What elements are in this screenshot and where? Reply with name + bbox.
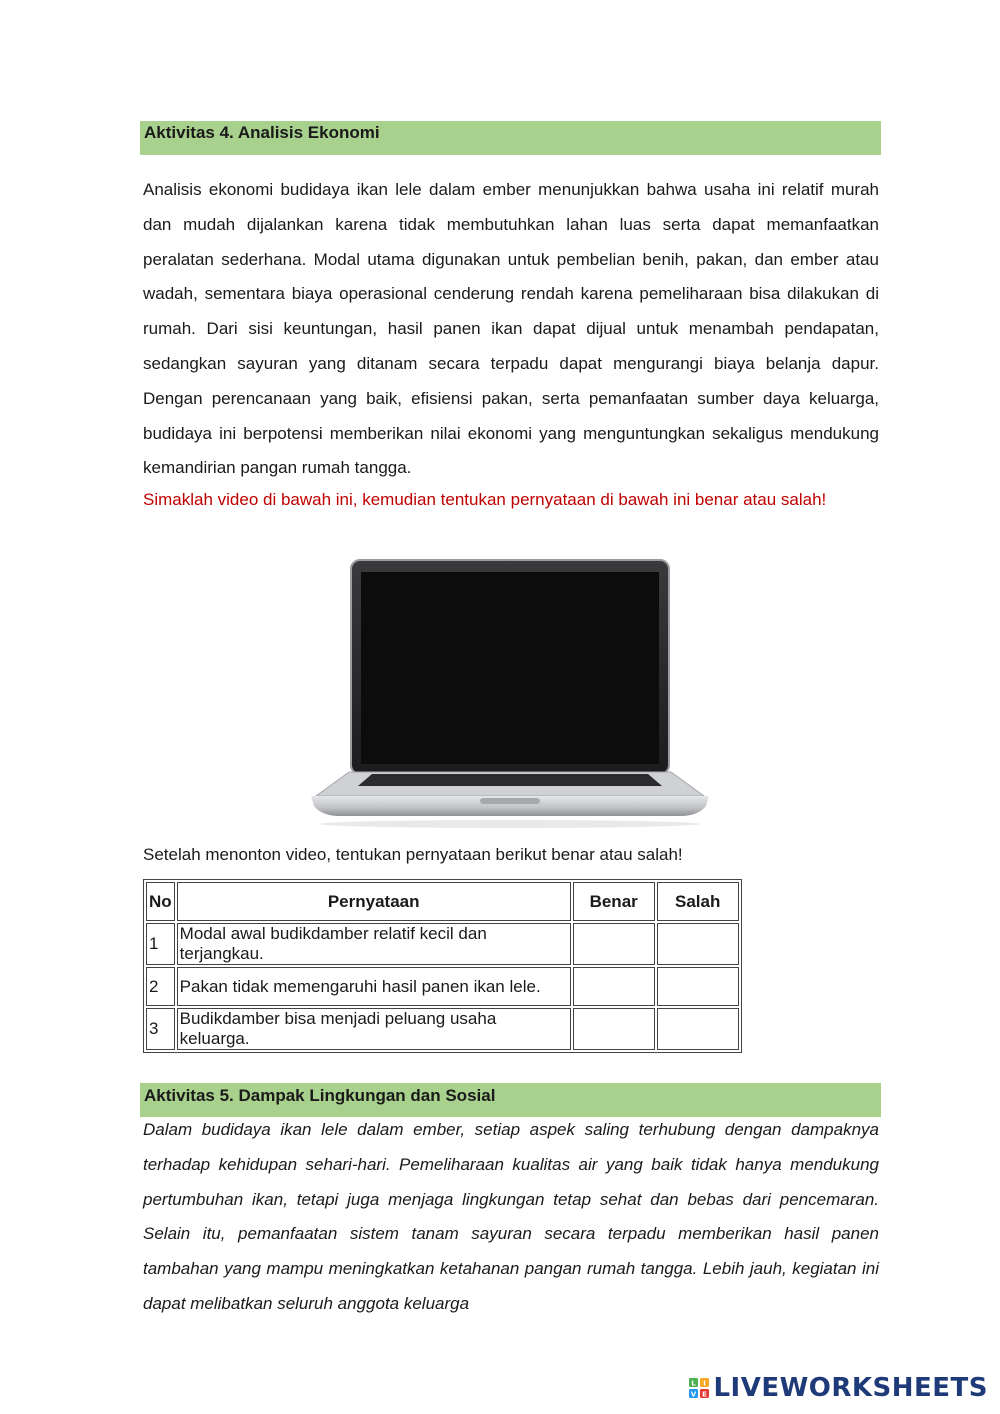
header-true: Benar bbox=[573, 882, 655, 921]
row-statement: Budikdamber bisa menjadi peluang usaha keluarga. bbox=[177, 1008, 571, 1050]
header-statement: Pernyataan bbox=[177, 882, 571, 921]
true-answer-cell[interactable] bbox=[573, 967, 655, 1006]
row-number: 1 bbox=[146, 923, 175, 965]
table-row bbox=[146, 923, 739, 965]
true-answer-cell[interactable] bbox=[573, 1008, 655, 1050]
table-header-row bbox=[146, 882, 739, 921]
activity5-heading: Aktivitas 5. Dampak Lingkungan dan Sosial bbox=[140, 1083, 881, 1117]
table-row bbox=[146, 1008, 739, 1050]
row-statement: Modal awal budikdamber relatif kecil dan terjangkau. bbox=[177, 923, 571, 965]
liveworksheets-logo[interactable] bbox=[688, 1373, 988, 1403]
true-false-table bbox=[143, 879, 742, 1053]
svg-text:I: I bbox=[703, 1379, 707, 1388]
true-answer-cell[interactable] bbox=[573, 923, 655, 965]
video-player[interactable] bbox=[308, 558, 712, 835]
video-instruction: Simaklah video di bawah ini, kemudian tentukan pernyataan di bawah ini benar atau salah! bbox=[143, 490, 827, 509]
header-no: No bbox=[146, 882, 175, 921]
table-row bbox=[146, 967, 739, 1006]
activity4-heading: Aktivitas 4. Analisis Ekonomi bbox=[140, 121, 881, 155]
false-answer-cell[interactable] bbox=[657, 923, 739, 965]
row-number: 3 bbox=[146, 1008, 175, 1050]
false-answer-cell[interactable] bbox=[657, 967, 739, 1006]
false-answer-cell[interactable] bbox=[657, 1008, 739, 1050]
laptop-video-icon[interactable] bbox=[308, 558, 712, 830]
activity4-paragraph: Analisis ekonomi budidaya ikan lele dalam ember menunjukkan bahwa usaha ini relatif murah dan mudah dijalankan karena tidak membutuhkan lahan luas serta dapat memanfaatkan peralatan sederhana. Modal utama digunakan untuk pembelian benih, pakan, dan ember atau wadah, sementara biaya operasional cenderung rendah karena pemeliharaan bisa dilakukan di rumah. Dari sisi keuntungan, hasil panen ikan dapat dijual untuk menambah pendapatan, sedangkan sayuran yang ditanam secara terpadu dapat mengurangi biaya belanja dapur. Dengan perencanaan yang baik, efisiensi pakan, serta pemanfaatan sumber daya keluarga, budidaya ini berpotensi memberikan nilai ekonomi yang menguntungkan sekaligus mendukung kemandirian pangan rumah tangga. bbox=[143, 180, 879, 478]
activity5-paragraph: Dalam budidaya ikan lele dalam ember, setiap aspek saling terhubung dengan dampaknya terhadap kehidupan sehari-hari. Pemeliharaan kualitas air yang baik tidak hanya mendukung pertumbuhan ikan, tetapi juga menjaga lingkungan tetap sehat dan bebas dari pencemaran. Selain itu, pemanfaatan sistem tanam sayuran secara terpadu memberikan hasil panen tambahan yang mampu meningkatkan ketahanan pangan rumah tangga. Lebih jauh, kegiatan ini dapat melibatkan seluruh anggota keluarga bbox=[143, 1120, 879, 1313]
svg-text:E: E bbox=[702, 1390, 708, 1399]
row-statement: Pakan tidak memengaruhi hasil panen ikan lele. bbox=[177, 967, 571, 1006]
svg-text:V: V bbox=[691, 1390, 697, 1399]
liveworksheets-wordmark: LIVEWORKSHEETS bbox=[713, 1373, 988, 1403]
liveworksheets-mark-icon bbox=[688, 1377, 710, 1399]
row-number: 2 bbox=[146, 967, 175, 1006]
table-instruction: Setelah menonton video, tentukan pernyataan berikut benar atau salah! bbox=[143, 845, 683, 864]
header-false: Salah bbox=[657, 882, 739, 921]
svg-text:L: L bbox=[691, 1379, 697, 1388]
